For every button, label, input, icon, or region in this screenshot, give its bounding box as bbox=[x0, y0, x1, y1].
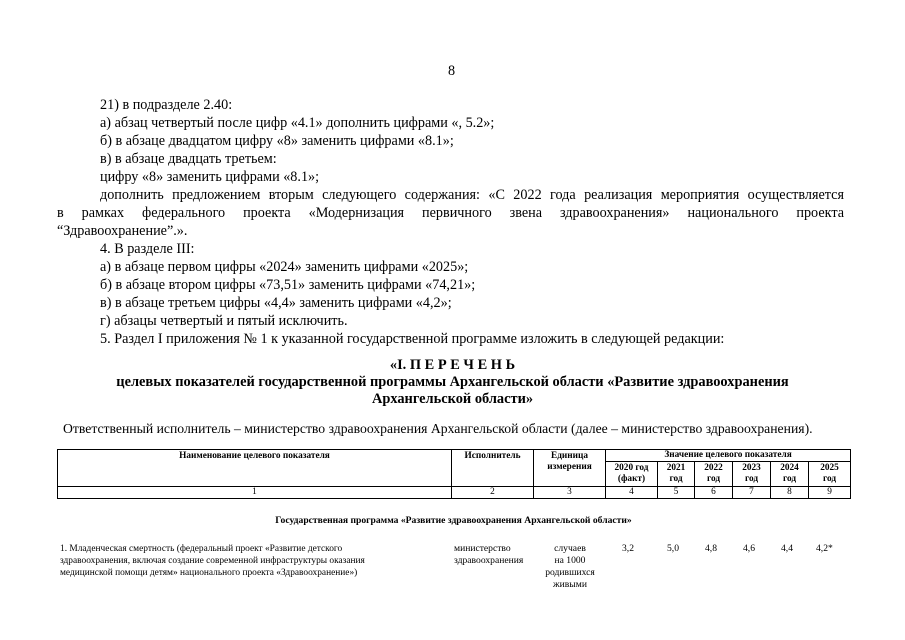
row-1-value: 5,0 bbox=[667, 543, 679, 554]
paragraph: “Здравоохранение”.». bbox=[57, 223, 188, 239]
paragraph: цифру «8» заменить цифрами «8.1»; bbox=[100, 169, 320, 185]
column-number: 2 bbox=[452, 487, 534, 499]
paragraph: в) в абзаце третьем цифры «4,4» заменить цифрами «4,2»; bbox=[100, 295, 452, 311]
column-number: 3 bbox=[534, 487, 606, 499]
col-header-executor: Исполнитель bbox=[452, 450, 534, 487]
col-header-year: 2020 год (факт) bbox=[606, 462, 658, 487]
column-number: 5 bbox=[658, 487, 695, 499]
paragraph: а) в абзаце первом цифры «2024» заменить цифрами «2025»; bbox=[100, 259, 469, 275]
column-number: 1 bbox=[58, 487, 452, 499]
row-1-indicator-name: 1. Младенческая смертность (федеральный проект «Развитие детского здравоохранения, включая создание современной инфраструктуры оказания медицинской помощи детям» национального проекта «Здравоохранение») bbox=[60, 544, 365, 578]
page-number: 8 bbox=[448, 63, 456, 79]
paragraph: 21) в подразделе 2.40: bbox=[100, 97, 233, 113]
indicators-table-header bbox=[57, 449, 851, 499]
row-1-value: 4,2* bbox=[816, 543, 833, 554]
paragraph: 4. В разделе III: bbox=[100, 241, 195, 257]
column-number: 8 bbox=[771, 487, 809, 499]
column-number: 6 bbox=[695, 487, 733, 499]
program-title: Государственная программа «Развитие здравоохранения Архангельской области» bbox=[275, 515, 632, 526]
heading-line-2: целевых показателей государственной программы Архангельской области «Развитие здравоохранения bbox=[116, 374, 789, 390]
row-1-value: 3,2 bbox=[622, 543, 634, 554]
column-number: 9 bbox=[809, 487, 851, 499]
col-header-name: Наименование целевого показателя bbox=[58, 450, 452, 487]
paragraph: б) в абзаце втором цифры «73,51» заменить цифрами «74,21»; bbox=[100, 277, 476, 293]
row-1-value: 4,8 bbox=[705, 543, 717, 554]
column-number: 7 bbox=[733, 487, 771, 499]
col-header-unit: Единица измерения bbox=[534, 450, 606, 487]
paragraph: в рамках федерального проекта «Модернизация первичного звена здравоохранения» национального проекта bbox=[57, 205, 844, 221]
paragraph: г) абзацы четвертый и пятый исключить. bbox=[100, 313, 348, 329]
paragraph: а) абзац четвертый после цифр «4.1» дополнить цифрами «, 5.2»; bbox=[100, 115, 495, 131]
responsible-executor: Ответственный исполнитель – министерство здравоохранения Архангельской области (далее – министерство здравоохранения). bbox=[63, 421, 813, 436]
col-header-year: 2023 год bbox=[733, 462, 771, 487]
col-header-year: 2022 год bbox=[695, 462, 733, 487]
paragraph: в) в абзаце двадцать третьем: bbox=[100, 151, 277, 167]
paragraph: дополнить предложением вторым следующего содержания: «С 2022 года реализация мероприятия осуществляется bbox=[100, 187, 844, 203]
col-header-year: 2025 год bbox=[809, 462, 851, 487]
row-1-value: 4,4 bbox=[781, 543, 793, 554]
row-1-value: 4,6 bbox=[743, 543, 755, 554]
col-header-target-value: Значение целевого показателя bbox=[606, 450, 851, 462]
heading-line-1: «I. П Е Р Е Ч Е Н Ь bbox=[389, 357, 516, 373]
paragraph: 5. Раздел I приложения № 1 к указанной государственной программе изложить в следующей редакции: bbox=[100, 331, 725, 347]
col-header-year: 2024 год bbox=[771, 462, 809, 487]
column-number: 4 bbox=[606, 487, 658, 499]
paragraph: б) в абзаце двадцатом цифру «8» заменить цифрами «8.1»; bbox=[100, 133, 454, 149]
row-1-executor: министерство здравоохранения bbox=[454, 543, 524, 566]
heading-line-3: Архангельской области» bbox=[371, 391, 534, 407]
col-header-year: 2021 год bbox=[658, 462, 695, 487]
row-1-unit: случаев на 1000 родившихся живыми bbox=[545, 543, 595, 590]
